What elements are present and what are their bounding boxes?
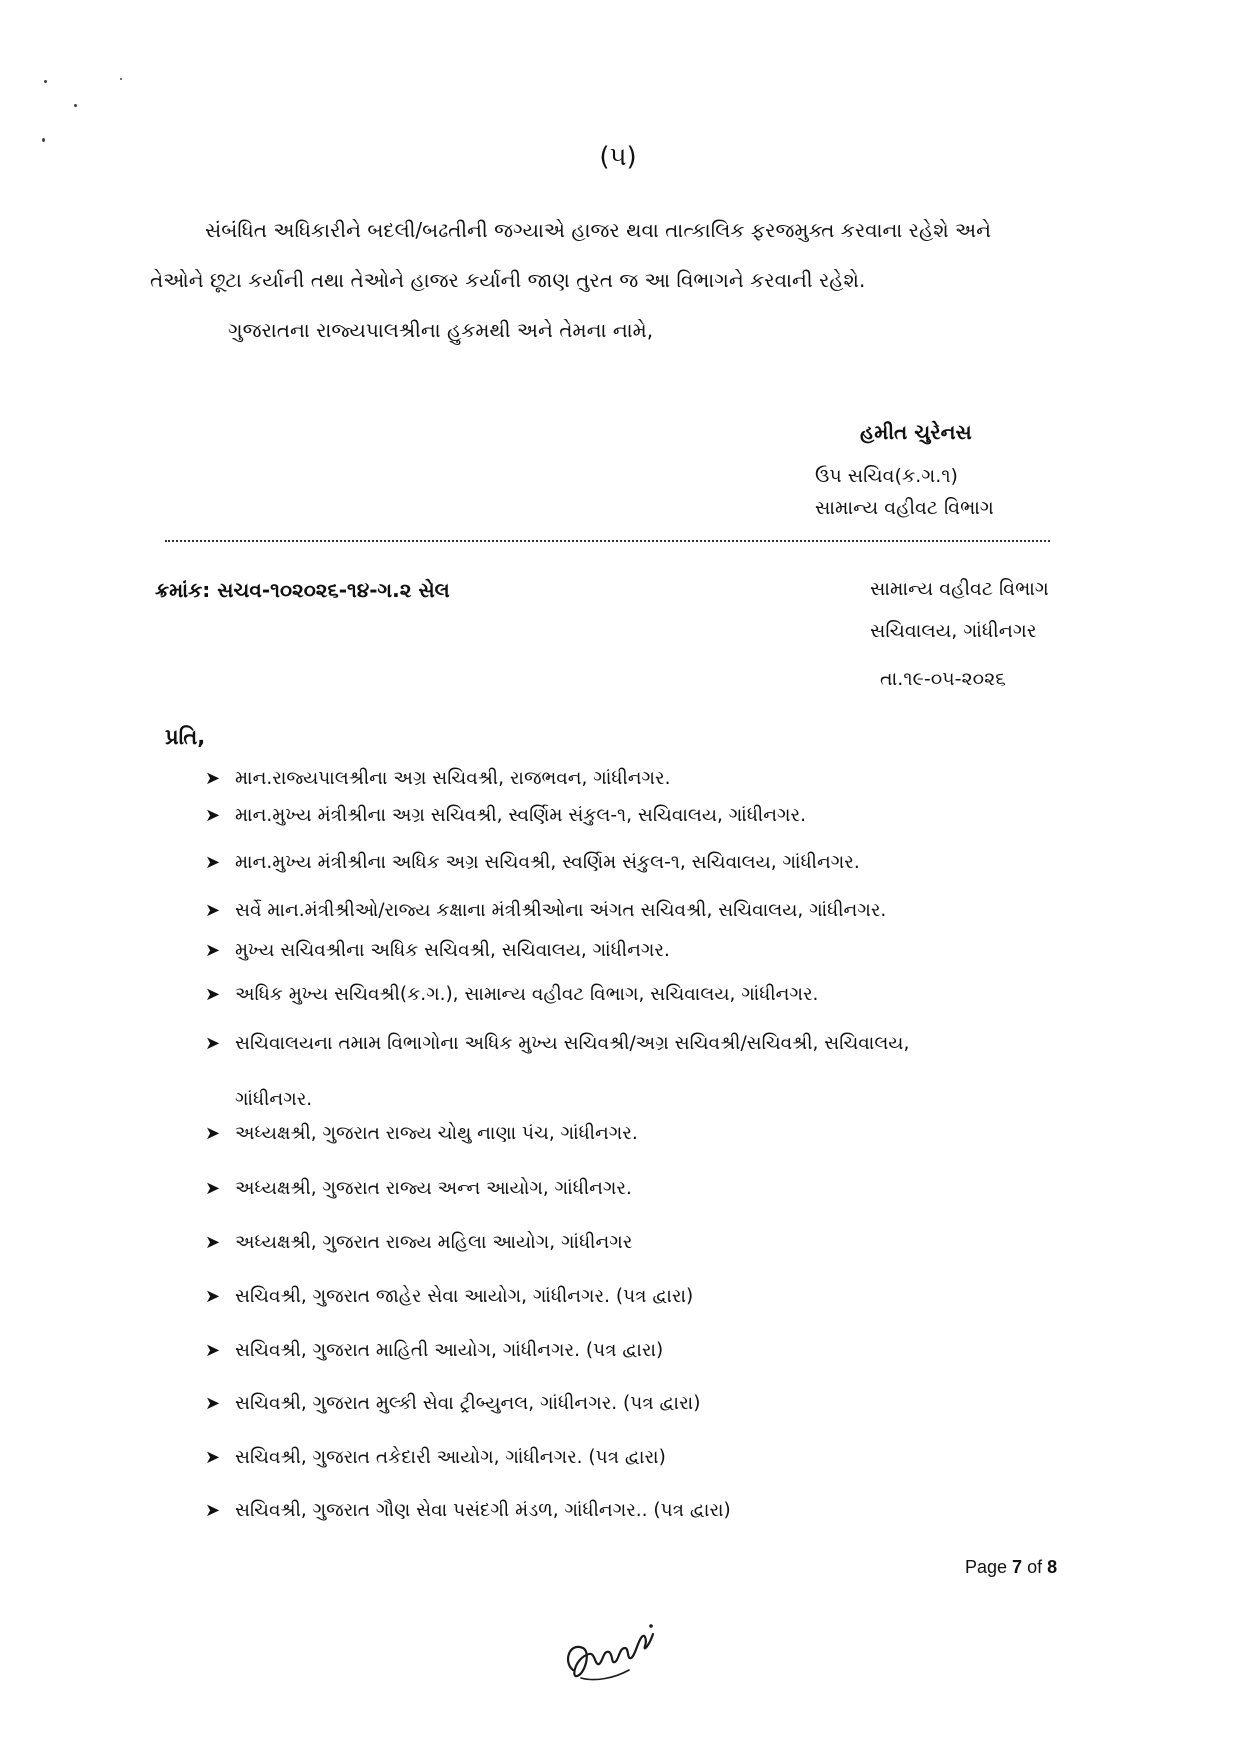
list-item <box>205 1447 666 1468</box>
list-item <box>205 1123 638 1144</box>
recipient-text: સચિવશ્રી, ગુજરાત ગૌણ સેવા પસંદગી મંડળ, ગાંધીનગર.. (પત્ર દ્વારા) <box>235 1500 731 1521</box>
recipient-text: સચિવાલયના તમામ વિભાગોના અધિક મુખ્ય સચિવશ્રી/અગ્ર સચિવશ્રી/સચિવશ્રી, સચિવાલય, <box>235 1033 910 1054</box>
page-marker: (૫) <box>599 142 637 172</box>
dotted-separator <box>165 540 1050 542</box>
arrow-right-icon: ➤ <box>205 1393 221 1414</box>
to-label: પ્રતિ, <box>165 725 206 749</box>
recipient-text: અધ્યક્ષશ્રી, ગુજરાત રાજ્ય મહિલા આયોગ, ગાંધીનગર <box>235 1232 633 1253</box>
signatory-department: સામાન્ય વહીવટ વિભાગ <box>815 497 994 519</box>
recipient-text: માન.રાજ્યપાલશ્રીના અગ્ર સચિવશ્રી, રાજભવન, ગાંધીનગર. <box>235 768 671 789</box>
arrow-right-icon: ➤ <box>205 1340 221 1361</box>
page-current: 7 <box>1012 1557 1023 1577</box>
handwritten-signature <box>555 1618 665 1694</box>
arrow-right-icon: ➤ <box>205 1232 221 1253</box>
recipient-text: અધિક મુખ્ય સચિવશ્રી(ક.ગ.), સામાન્ય વહીવટ વિભાગ, સચિવાલય, ગાંધીનગર. <box>235 984 819 1005</box>
recipient-text: સચિવશ્રી, ગુજરાત માહિતી આયોગ, ગાંધીનગર. (પત્ર દ્વારા) <box>235 1340 664 1361</box>
page-prefix: Page <box>965 1557 1013 1577</box>
list-item <box>205 1016 1155 1128</box>
arrow-right-icon: ➤ <box>205 900 221 921</box>
page-number <box>965 1557 1057 1578</box>
recipient-text: અધ્યક્ષશ્રી, ગુજરાત રાજ્ય અન્ન આયોગ, ગાંધીનગર. <box>235 1178 632 1199</box>
list-item <box>205 1232 632 1253</box>
recipient-text: સચિવશ્રી, ગુજરાત મુલ્કી સેવા ટ્રીબ્યુનલ, ગાંધીનગર. (પત્ર દ્વારા) <box>235 1393 701 1414</box>
list-item <box>205 768 670 789</box>
arrow-right-icon: ➤ <box>205 1178 221 1199</box>
arrow-right-icon: ➤ <box>205 1033 221 1054</box>
page-total: 8 <box>1047 1557 1058 1577</box>
scan-speck <box>74 104 77 107</box>
list-item <box>205 1340 663 1361</box>
list-item <box>205 984 818 1005</box>
arrow-right-icon: ➤ <box>205 1123 221 1144</box>
recipient-text: સર્વે માન.મંત્રીશ્રીઓ/રાજ્ય કક્ષાના મંત્રીશ્રીઓના અંગત સચિવશ્રી, સચિવાલય, ગાંધીનગર. <box>235 900 887 921</box>
arrow-right-icon: ➤ <box>205 1286 221 1307</box>
list-item <box>205 805 806 826</box>
instruction-paragraph <box>150 205 1140 305</box>
reference-number: ક્રમાંક: સચવ-૧૦૨૦૨૬-૧૪-ગ.૨ સેલ <box>155 578 450 602</box>
list-item <box>205 1500 731 1521</box>
paragraph-line-1: સંબંધિત અધિકારીને બદલી/બઢતીની જગ્યાએ હાજર થવા તાત્કાલિક ફરજમુક્ત કરવાના રહેશે અને <box>205 218 992 242</box>
list-item <box>205 1178 632 1199</box>
list-item <box>205 852 860 873</box>
recipient-text: માન.મુખ્ય મંત્રીશ્રીના અધિક અગ્ર સચિવશ્રી, સ્વર્ણિમ સંકુલ-૧, સચિવાલય, ગાંધીનગર. <box>235 852 860 873</box>
page-middle: of <box>1022 1557 1048 1577</box>
signatory-name: હમીત ચુરેનસ <box>860 420 972 444</box>
order-authority-line: ગુજરાતના રાજ્યપાલશ્રીના હુકમથી અને તેમના નામે, <box>228 318 654 342</box>
recipient-text: મુખ્ય સચિવશ્રીના અધિક સચિવશ્રી, સચિવાલય, ગાંધીનગર. <box>235 940 670 961</box>
arrow-right-icon: ➤ <box>205 805 221 826</box>
scan-speck <box>44 80 47 83</box>
list-item <box>205 1393 700 1414</box>
scan-speck <box>120 78 122 80</box>
arrow-right-icon: ➤ <box>205 984 221 1005</box>
signature-icon <box>555 1618 665 1690</box>
recipient-text: સચિવશ્રી, ગુજરાત જાહેર સેવા આયોગ, ગાંધીનગર. (પત્ર દ્વારા) <box>235 1286 694 1307</box>
paragraph-line-2: તેઓને છૂટા કર્યાની તથા તેઓને હાજર કર્યાની જાણ તુરત જ આ વિભાગને કરવાની રહેશે. <box>150 268 866 292</box>
issue-date: તા.૧૯-૦૫-૨૦૨૬ <box>880 668 1006 690</box>
arrow-right-icon: ➤ <box>205 768 221 789</box>
office-department: સામાન્ય વહીવટ વિભાગ <box>870 578 1049 600</box>
arrow-right-icon: ➤ <box>205 940 221 961</box>
signatory-designation: ઉપ સચિવ(ક.ગ.૧) <box>815 465 958 487</box>
list-item <box>205 1286 693 1307</box>
arrow-right-icon: ➤ <box>205 1447 221 1468</box>
recipient-text: માન.મુખ્ય મંત્રીશ્રીના અગ્ર સચિવશ્રી, સ્વર્ણિમ સંકુલ-૧, સચિવાલય, ગાંધીનગર. <box>235 805 806 826</box>
arrow-right-icon: ➤ <box>205 852 221 873</box>
list-item <box>205 940 670 961</box>
arrow-right-icon: ➤ <box>205 1500 221 1521</box>
list-item <box>205 900 886 921</box>
office-location: સચિવાલય, ગાંધીનગર <box>870 620 1037 642</box>
recipient-text-continued: ગાંધીનગર. <box>235 1089 313 1110</box>
recipient-text: સચિવશ્રી, ગુજરાત તકેદારી આયોગ, ગાંધીનગર. (પત્ર દ્વારા) <box>235 1447 666 1468</box>
recipient-text: અધ્યક્ષશ્રી, ગુજરાત રાજ્ય ચોથુ નાણા પંચ, ગાંધીનગર. <box>235 1123 638 1144</box>
